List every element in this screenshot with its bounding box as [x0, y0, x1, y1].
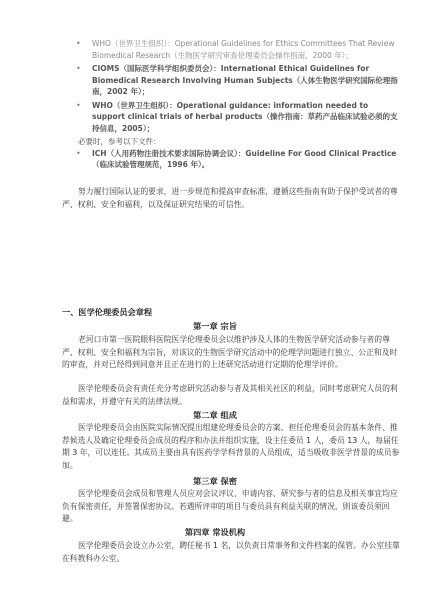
section-title: 一、医学伦理委员会章程: [62, 307, 153, 317]
list-item: [70, 148, 400, 171]
reference-list: [70, 38, 400, 173]
chapter-title: 第四章 常设机构: [184, 527, 246, 537]
chapter-body: 医学伦理委员会成员和管理人员应对会议评议、申请内容、研究参与者的信息及相关事宜均应负有保密责任，并签署保密协议。若遇所评审的项目与委员具有利益关联的情况，则该委员须回避。: [62, 489, 398, 524]
intro-paragraph: 努力履行国际认证的要求，进一步规范和提高审查标准，遵循这些指南有助于保护受试者的尊严、权利、安全和福利，以及保证研究结果的可信性。: [62, 187, 398, 209]
chapter-body: 医学伦理委员会有责任充分考虑研究活动参与者及其相关社区的利益，同时考虑研究人员的利益和需求，并遵守有关的法律法规。: [62, 384, 398, 406]
reference-text: CIOMS（国际医学科学组织委员会）：International Ethical Guidelines for Biomedical Research Involving Human Subjects（人体生物医学研究国际伦理指南，2002 年）；: [92, 64, 398, 96]
bullet-icon: •: [76, 39, 81, 48]
list-item: [70, 100, 400, 135]
chapter-title: 第一章 宗旨: [193, 321, 237, 331]
bullet-icon: •: [76, 100, 81, 110]
list-item: [70, 63, 400, 98]
bullet-icon: •: [76, 148, 81, 158]
chapter-body: 医学伦理委员会由医院实际情况提出组建伦理委员会的方案、担任伦理委员会的基本条件、推荐候选人及确定伦理委员会成员的程序和办法并组织实施，设主任委员 1 人，委员 13 人，每届任期 3 年，可以连任。其成员主要由具有医药学学科背景的人员组成，适当吸收非医学背景的成员参加。: [62, 423, 400, 470]
reference-text: ICH（人用药物注册技术要求国际协调会议）：Guideline For Good Clinical Practice（临床试验管理规范，1996 年）。: [92, 148, 397, 169]
chapter-body: 老河口市第一医院眼科医院医学伦理委员会以维护涉及人体的生物医学研究活动参与者的尊严、权利、安全和福利为宗旨，对该议的生物医学研究活动中的伦理学问题进行独立、公正和及时的审查，并对已经得到同意并且正在进行的上述研究活动进行定期的伦理学评价。: [62, 335, 398, 370]
reference-text: WHO（世界卫生组织）：Operational guidance: information needed to support clinical trials of herbal products（操作指南：草药产品临床试验必须的支持信息，2005）；: [92, 100, 398, 133]
reference-text: WHO（世界卫生组织）：Operational Guidelines for Ethics Committees That Review Biomedical Research（生物医学研究审查伦理委员会操作指南，2000 年）；: [92, 39, 395, 60]
chapter-title: 第三章 保密: [193, 476, 237, 486]
reference-intro: 必要时，参考以下文件：: [78, 137, 161, 146]
chapter-title: 第二章 组成: [193, 410, 237, 420]
chapter-body: 医学伦理委员会设立办公室，聘任秘书 1 名，以负责日常事务和文件档案的保管。办公室挂靠在科教科办公室。: [62, 541, 400, 563]
bullet-icon: •: [76, 64, 81, 73]
list-item: [70, 38, 400, 61]
